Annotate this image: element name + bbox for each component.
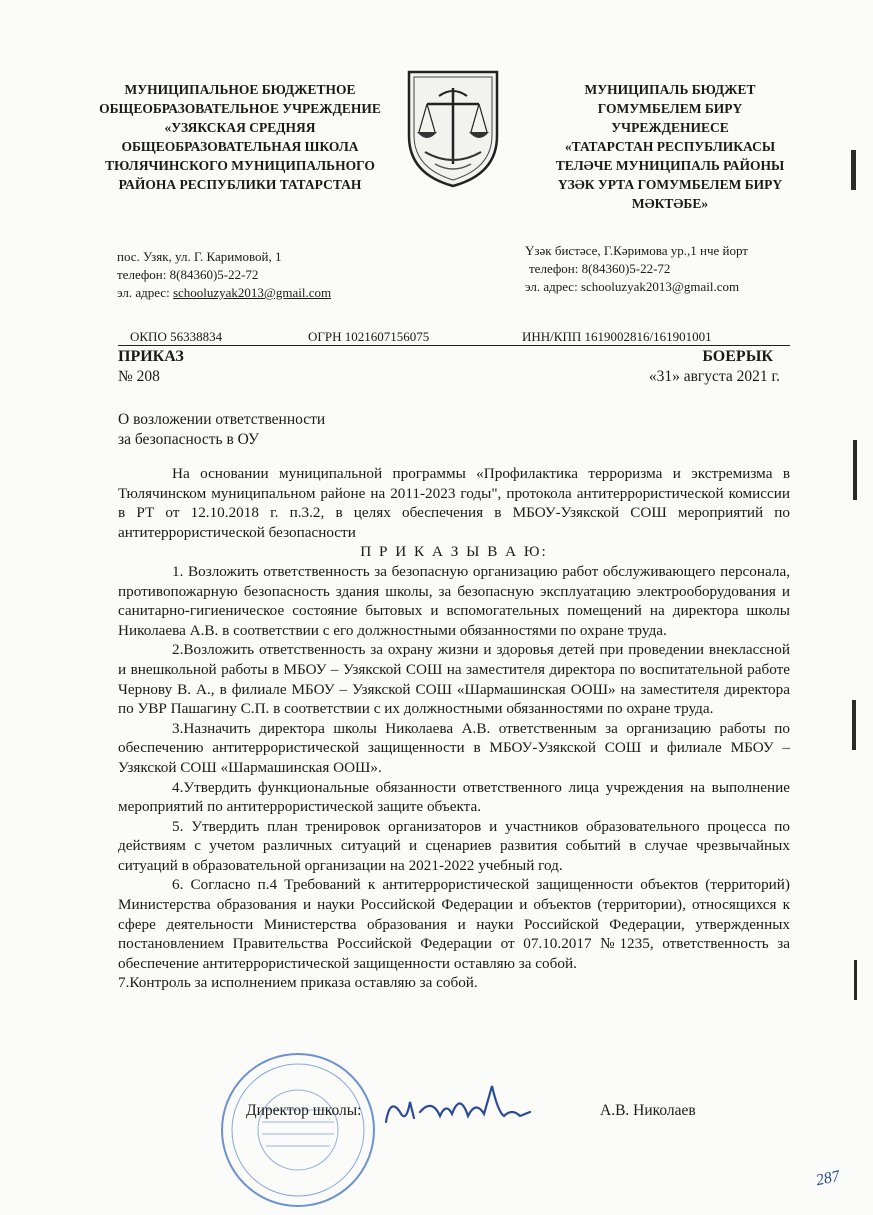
subject-line: за безопасность в ОУ [118, 431, 259, 448]
header-left-line: ОБЩЕОБРАЗОВАТЕЛЬНОЕ УЧРЕЖДЕНИЕ [99, 101, 381, 116]
order-item: 3.Назначить директора школы Николаева А.В. ответственным за организацию работы по обеспечению антитеррористической защищенности в МБОУ-Узякской СОШ и филиале МБОУ – Узякской СОШ «Шармашинская ООШ». [118, 719, 790, 776]
header-right [520, 80, 820, 213]
order-directive: П Р И К А З Ы В А Ю: [360, 543, 548, 561]
email-row-right [525, 278, 748, 296]
header-right-line: ҮЗӘК УРТА ГОМУМБЕЛЕМ БИРҮ [557, 177, 783, 192]
header-right-line: ГОМУМБЕЛЕМ БИРҮ [597, 101, 743, 116]
order-title: ПРИКАЗ [118, 348, 184, 365]
contact-right [525, 242, 748, 296]
phone-left: телефон: 8(84360)5-22-72 [117, 267, 259, 282]
order-item: 4.Утвердить функциональные обязанности ответственного лица учреждения на выполнение мероприятий по антитеррористической защите объекта. [118, 778, 790, 816]
scan-edge-mark [854, 960, 857, 1000]
order-item: 6. Согласно п.4 Требований к антитеррористической защищенности объектов (территорий) Министерства образования и науки Российской Федерации и объектов (территории), относящихся к сфере деятельности Министерства образования и науки Российской Федерации, утвержденных постановлением Правительства Российской Федерации от 07.10.2017 №1235, ответственность за обеспечение антитеррористической защищенности оставляю за собой. [118, 876, 790, 972]
coat-of-arms-icon [405, 66, 501, 190]
scan-edge-mark [853, 440, 857, 500]
order-number: № 208 [118, 368, 160, 385]
phone-right: телефон: 8(84360)5-22-72 [529, 261, 671, 276]
address-right: Үзәк бистәсе, Г.Кәримова ур.,1 нче йорт [525, 243, 748, 258]
email-label: эл. адрес: [117, 285, 170, 300]
page-number: 287 [814, 1167, 842, 1190]
header-left-line: РАЙОНА РЕСПУБЛИКИ ТАТАРСТАН [118, 177, 362, 192]
header-right-line: ТЕЛӘЧЕ МУНИЦИПАЛЬ РАЙОНЫ [555, 158, 785, 173]
header-right-line: «ТАТАРСТАН РЕСПУБЛИКАСЫ [564, 139, 776, 154]
order-item: 5. Утвердить план тренировок организаторов и участников образовательного процесса по действиям с учетом различных ситуаций и сценариев развития событий в случае чрезвычайных ситуаций в образовательной организации на 2021-2022 учебный год. [118, 817, 790, 874]
subject-line: О возложении ответственности [118, 411, 326, 428]
header-left-line: «УЗЯКСКАЯ СРЕДНЯЯ [164, 120, 316, 135]
order-item: 7.Контроль за исполнением приказа оставляю за собой. [118, 974, 478, 992]
header-left-line: МУНИЦИПАЛЬНОЕ БЮДЖЕТНОЕ [124, 82, 356, 97]
okpo: ОКПО 56338834 [130, 329, 223, 344]
intro-paragraph: На основании муниципальной программы «Профилактика терроризма и экстремизма в Тюлячинском муниципальном районе на 2011-2023 годы", протокола антитеррористической комиссии в РТ от 12.10.2018 г. п.3.2, в целях обеспечения в МБОУ-Узякской СОШ мероприятий по антитеррористической безопасности [118, 465, 790, 541]
order-item: 2.Возложить ответственность за охрану жизни и здоровья детей при проведении внеклассной и внешкольной работы в МБОУ – Узякской СОШ на заместителя директора по воспитательной работе Чернову В. А., в филиале МБОУ – Узякской СОШ «Шармашинская ООШ» на заместителя директора по УВР Пашагину С.П. в соответствии с их должностными обязанностями по охране труда. [118, 641, 790, 718]
email-link-left[interactable]: schooluzyak2013@gmail.com [172, 285, 332, 300]
inn-kpp: ИНН/КПП 1619002816/161901001 [522, 329, 712, 344]
email-row-left [117, 284, 331, 302]
header-left [85, 80, 395, 194]
order-date: «31» августа 2021 г. [648, 368, 780, 385]
header-right-line: МУНИЦИПАЛЬ БЮДЖЕТ [584, 82, 756, 97]
email-label: эл. адрес: [525, 279, 578, 294]
order-title-tatar: БОЕРЫК [702, 348, 773, 365]
header-left-line: ТЮЛЯЧИНСКОГО МУНИЦИПАЛЬНОГО [105, 158, 375, 173]
contact-left [117, 248, 331, 302]
header-right-line: МӘКТӘБЕ» [631, 196, 709, 211]
header-right-line: УЧРЕЖДЕНИЕСЕ [611, 120, 729, 135]
signatory-name: А.В. Николаев [600, 1102, 696, 1119]
email-link-right[interactable]: schooluzyak2013@gmail.com [580, 279, 740, 294]
order-item: 1. Возложить ответственность за безопасную организацию работ обслуживающего персонала, противопожарную безопасность здания школы, за безопасную эксплуатацию электрооборудования и санитарно-гигиеническое состояние бытовых и вспомогательных помещений на директора школы Николаева А.В. в соответствии с его должностными обязанностями по охране труда. [118, 562, 790, 639]
address-left: пос. Узяк, ул. Г. Каримовой, 1 [117, 249, 282, 264]
handwritten-signature [380, 1072, 540, 1142]
order-subject [118, 410, 325, 450]
scan-edge-mark [851, 150, 856, 190]
signature-role: Директор школы: [246, 1102, 362, 1119]
ogrn: ОГРН 1021607156075 [308, 329, 430, 344]
official-stamp [218, 1050, 378, 1210]
scan-edge-mark [852, 700, 856, 750]
header-rule [118, 345, 790, 346]
order-body [118, 464, 790, 993]
header-left-line: ОБЩЕОБРАЗОВАТЕЛЬНАЯ ШКОЛА [121, 139, 359, 154]
